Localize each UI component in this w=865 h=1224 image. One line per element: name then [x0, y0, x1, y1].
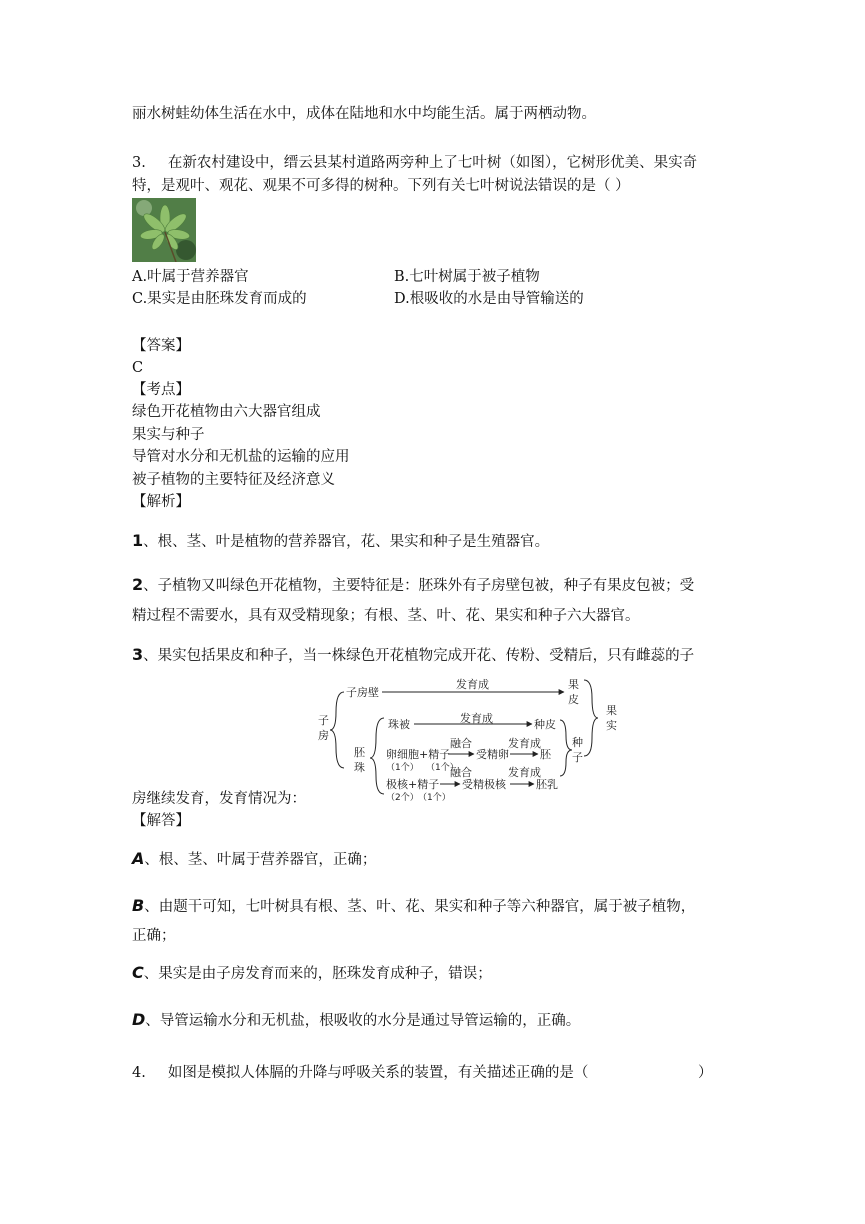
label-zifang: 房 — [318, 729, 329, 742]
jiexi-label: 【解析】 — [132, 494, 190, 510]
jiexi-point-3-cont: 房继续发育，发育情况为： — [132, 791, 306, 807]
q3-stem-line1: 3. 在新农村建设中，缙云县某村道路两旁种上了七叶树（如图），它树形优美、果实奇 — [132, 155, 698, 171]
q3-number: 3. — [132, 155, 146, 171]
label-guoshi: 果 — [606, 704, 617, 717]
label-guopi: 皮 — [568, 693, 579, 706]
seven-leaf-tree-image — [132, 198, 196, 262]
jieda-label: 【解答】 — [132, 813, 190, 829]
kaodian-item: 绿色开花植物由六大器官组成 — [132, 404, 321, 420]
label-develop-3: 发育成 — [508, 737, 541, 750]
answer-value: C — [132, 360, 144, 376]
label-develop-2: 发育成 — [460, 712, 493, 725]
q3-option-c: C.果实是由胚珠发育而成的 — [132, 291, 307, 307]
label-shoujingjihe: 受精极核 — [462, 778, 506, 791]
label-zifang: 子 — [318, 714, 329, 727]
jieda-b-cont: 正确； — [132, 928, 176, 944]
jiexi-point-2-cont: 精过程不需要水，具有双受精现象；有根、茎、叶、花、果实和种子六大器官。 — [132, 608, 640, 624]
label-develop-4: 发育成 — [508, 766, 541, 779]
label-one: （1个） — [426, 763, 459, 773]
label-ronghe-2: 融合 — [450, 766, 472, 779]
label-zhongpi: 种皮 — [534, 718, 556, 731]
label-pei: 胚 — [540, 748, 551, 761]
label-shoujingluan: 受精卵 — [476, 748, 509, 761]
label-guopi: 果 — [568, 678, 579, 691]
label-guoshi: 实 — [606, 719, 617, 732]
jieda-c: C、果实是由子房发育而来的，胚珠发育成种子，错误； — [132, 963, 492, 982]
kaodian-item: 导管对水分和无机盐的运输的应用 — [132, 449, 350, 465]
intro-text: 丽水树蛙幼体生活在水中，成体在陆地和水中均能生活。属于两栖动物。 — [132, 106, 596, 122]
label-ronghe-1: 融合 — [450, 737, 472, 750]
q3-option-d: D.根吸收的水是由导管输送的 — [394, 291, 584, 307]
jiexi-point-2: 2、子植物又叫绿色开花植物，主要特征是：胚珠外有子房壁包被，种子有果皮包被；受 — [132, 575, 695, 594]
jieda-a: A、根、茎、叶属于营养器官，正确； — [132, 849, 377, 868]
label-peizhu: 珠 — [354, 761, 365, 774]
jiexi-point-3: 3、果实包括果皮和种子，当一株绿色开花植物完成开花、传粉、受精后，只有雌蕊的子 — [132, 645, 695, 664]
q4-stem: 4. 如图是模拟人体膈的升降与呼吸关系的装置，有关描述正确的是（ — [132, 1065, 589, 1081]
jieda-d: D、导管运输水分和无机盐，根吸收的水分是通过导管运输的，正确。 — [132, 1010, 581, 1029]
label-zifangbi: 子房壁 — [346, 686, 379, 699]
label-zhongzi: 种 — [572, 736, 583, 749]
q4-close-paren: ） — [698, 1065, 713, 1081]
label-one: （1个） — [418, 793, 451, 803]
label-peiru: 胚乳 — [536, 778, 558, 791]
label-zhongzi: 子 — [572, 751, 583, 764]
label-jihe: 极核+精子 — [386, 778, 440, 791]
kaodian-item: 果实与种子 — [132, 427, 205, 443]
kaodian-label: 【考点】 — [132, 382, 190, 398]
q3-option-b: B.七叶树属于被子植物 — [394, 269, 540, 285]
jiexi-point-1: 1、根、茎、叶是植物的营养器官，花、果实和种子是生殖器官。 — [132, 531, 550, 550]
q3-option-a: A.叶属于营养器官 — [132, 269, 249, 285]
label-two: （2个） — [386, 793, 419, 803]
jieda-b: B、由题干可知，七叶树具有根、茎、叶、花、果实和种子等六种器官，属于被子植物， — [132, 896, 696, 915]
ovary-development-diagram — [310, 672, 630, 808]
q4-number: 4. — [132, 1065, 146, 1081]
label-luanxibao: 卵细胞+精子 — [386, 748, 451, 761]
q3-stem-line2: 特，是观叶、观花、观果不可多得的树种。下列有关七叶树说法错误的是（ ） — [132, 178, 630, 194]
kaodian-item: 被子植物的主要特征及经济意义 — [132, 472, 335, 488]
label-peizhu: 胚 — [354, 746, 365, 759]
label-zhubei: 珠被 — [388, 718, 410, 731]
label-develop-1: 发育成 — [456, 678, 489, 691]
label-one: （1个） — [386, 763, 419, 773]
answer-label: 【答案】 — [132, 338, 190, 354]
